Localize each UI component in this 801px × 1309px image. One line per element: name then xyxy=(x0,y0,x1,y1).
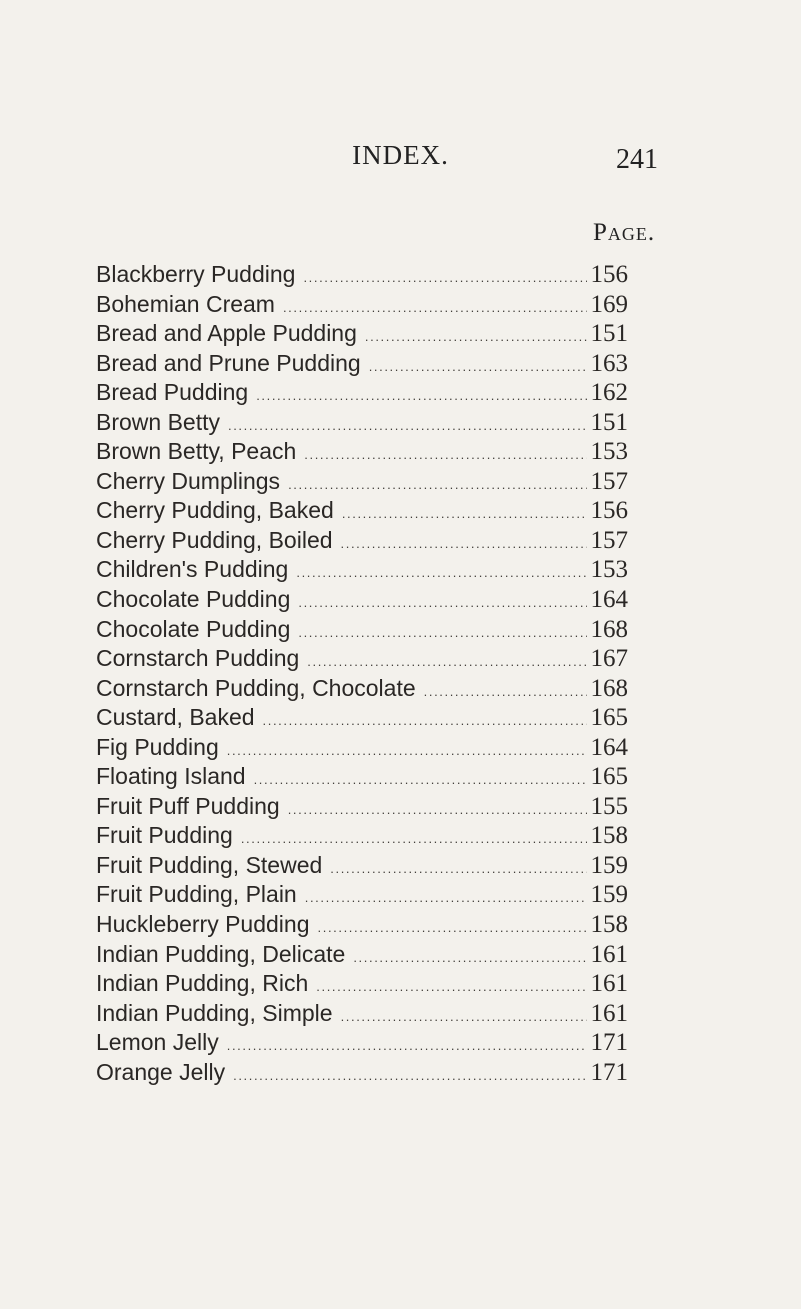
entry-title: Orange Jelly xyxy=(96,1058,226,1085)
index-entry xyxy=(96,969,628,999)
index-entry xyxy=(96,880,628,910)
entry-title: Blackberry Pudding xyxy=(96,261,296,287)
entry-title: Floating Island xyxy=(96,763,246,790)
index-entry xyxy=(96,615,628,645)
entry-page-number: 157 xyxy=(590,467,628,495)
entry-page-number: 159 xyxy=(590,881,628,909)
index-entry xyxy=(96,910,628,940)
entry-page-number: 168 xyxy=(590,674,628,702)
entry-title: Cornstarch Pudding xyxy=(96,645,300,672)
entry-page-number: 161 xyxy=(590,970,628,998)
entry-title: Indian Pudding, Simple xyxy=(96,999,333,1026)
entry-page-number: 165 xyxy=(590,763,628,791)
entry-page-number: 171 xyxy=(590,1058,628,1086)
dot-leader xyxy=(369,352,587,382)
entry-page-number: 153 xyxy=(590,556,628,584)
dot-leader xyxy=(365,322,587,352)
dot-leader xyxy=(227,1031,587,1061)
dot-leader xyxy=(304,440,586,470)
dot-leader xyxy=(241,824,587,854)
index-entry xyxy=(96,378,628,408)
entry-title: Huckleberry Pudding xyxy=(96,911,310,938)
dot-leader xyxy=(424,677,587,707)
dot-leader xyxy=(298,588,586,618)
entry-page-number: 169 xyxy=(590,290,628,318)
entry-page-number: 161 xyxy=(590,940,628,968)
dot-leader xyxy=(307,647,586,677)
dot-leader xyxy=(288,470,586,500)
index-entry xyxy=(96,674,628,704)
entry-page-number: 158 xyxy=(590,911,628,939)
entry-title: Cherry Pudding, Boiled xyxy=(96,526,333,553)
entry-page-number: 164 xyxy=(590,586,628,614)
index-entry xyxy=(96,703,628,733)
index-entry xyxy=(96,555,628,585)
dot-leader xyxy=(296,558,586,588)
index-entry xyxy=(96,940,628,970)
dot-leader xyxy=(298,618,586,648)
index-entry xyxy=(96,437,628,467)
entry-page-number: 153 xyxy=(590,438,628,466)
entry-page-number: 156 xyxy=(590,497,628,525)
entry-title: Brown Betty, Peach xyxy=(96,438,297,465)
dot-leader xyxy=(330,854,586,884)
entry-title: Bread and Prune Pudding xyxy=(96,349,361,376)
entry-title: Cherry Dumplings xyxy=(96,467,281,494)
entry-page-number: 151 xyxy=(590,408,628,436)
index-entry xyxy=(96,762,628,792)
index-entry xyxy=(96,585,628,615)
entry-title: Children's Pudding xyxy=(96,556,289,583)
page-number: 241 xyxy=(616,144,658,175)
entry-title: Fruit Pudding xyxy=(96,822,233,849)
entry-title: Indian Pudding, Delicate xyxy=(96,940,346,967)
dot-leader xyxy=(342,499,587,529)
index-entry xyxy=(96,1058,628,1088)
index-entry xyxy=(96,526,628,556)
entry-title: Custard, Baked xyxy=(96,704,255,731)
index-entry xyxy=(96,733,628,763)
dot-leader xyxy=(303,263,586,293)
entry-page-number: 162 xyxy=(590,379,628,407)
index-entry xyxy=(96,851,628,881)
dot-leader xyxy=(254,765,587,795)
entry-title: Brown Betty xyxy=(96,408,220,435)
entry-title: Indian Pudding, Rich xyxy=(96,970,309,997)
dot-leader xyxy=(228,411,587,441)
entry-title: Fig Pudding xyxy=(96,733,219,760)
entry-title: Chocolate Pudding xyxy=(96,586,291,613)
entry-page-number: 159 xyxy=(590,851,628,879)
index-entry xyxy=(96,821,628,851)
index-entry xyxy=(96,496,628,526)
entry-title: Fruit Pudding, Stewed xyxy=(96,851,323,878)
index-entry xyxy=(96,792,628,822)
dot-leader xyxy=(288,795,587,825)
page-title: INDEX. xyxy=(352,140,449,170)
dot-leader xyxy=(353,943,586,973)
index-entry xyxy=(96,467,628,497)
index-entries-list xyxy=(96,260,628,1087)
index-entry xyxy=(96,644,628,674)
index-entry xyxy=(96,999,628,1029)
entry-page-number: 156 xyxy=(590,261,628,288)
entry-page-number: 164 xyxy=(590,733,628,761)
entry-page-number: 168 xyxy=(590,615,628,643)
entry-title: Cornstarch Pudding, Chocolate xyxy=(96,674,416,701)
index-entry xyxy=(96,349,628,379)
index-entry xyxy=(96,260,628,290)
entry-page-number: 155 xyxy=(590,792,628,820)
entry-page-number: 151 xyxy=(590,320,628,348)
entry-title: Fruit Puff Pudding xyxy=(96,792,280,819)
dot-leader xyxy=(233,1061,586,1091)
entry-page-number: 161 xyxy=(590,999,628,1027)
entry-page-number: 157 xyxy=(590,526,628,554)
entry-title: Fruit Pudding, Plain xyxy=(96,881,297,908)
dot-leader xyxy=(316,972,586,1002)
entry-page-number: 163 xyxy=(590,349,628,377)
dot-leader xyxy=(283,293,587,323)
entry-title: Bohemian Cream xyxy=(96,290,275,317)
entry-title: Bread and Apple Pudding xyxy=(96,320,357,347)
index-entry xyxy=(96,1028,628,1058)
dot-leader xyxy=(256,381,586,411)
entry-page-number: 171 xyxy=(590,1029,628,1057)
dot-leader xyxy=(227,736,587,766)
dot-leader xyxy=(341,1002,587,1032)
entry-title: Chocolate Pudding xyxy=(96,615,291,642)
dot-leader xyxy=(341,529,587,559)
dot-leader xyxy=(263,706,587,736)
index-entry xyxy=(96,290,628,320)
dot-leader xyxy=(305,883,587,913)
entry-page-number: 165 xyxy=(590,704,628,732)
entry-page-number: 167 xyxy=(590,645,628,673)
entry-title: Cherry Pudding, Baked xyxy=(96,497,334,524)
entry-page-number: 158 xyxy=(590,822,628,850)
dot-leader xyxy=(318,913,587,943)
entry-title: Lemon Jelly xyxy=(96,1029,219,1056)
entry-title: Bread Pudding xyxy=(96,379,249,406)
index-entry xyxy=(96,319,628,349)
index-entry xyxy=(96,408,628,438)
page-column-heading: Page. xyxy=(593,219,656,246)
